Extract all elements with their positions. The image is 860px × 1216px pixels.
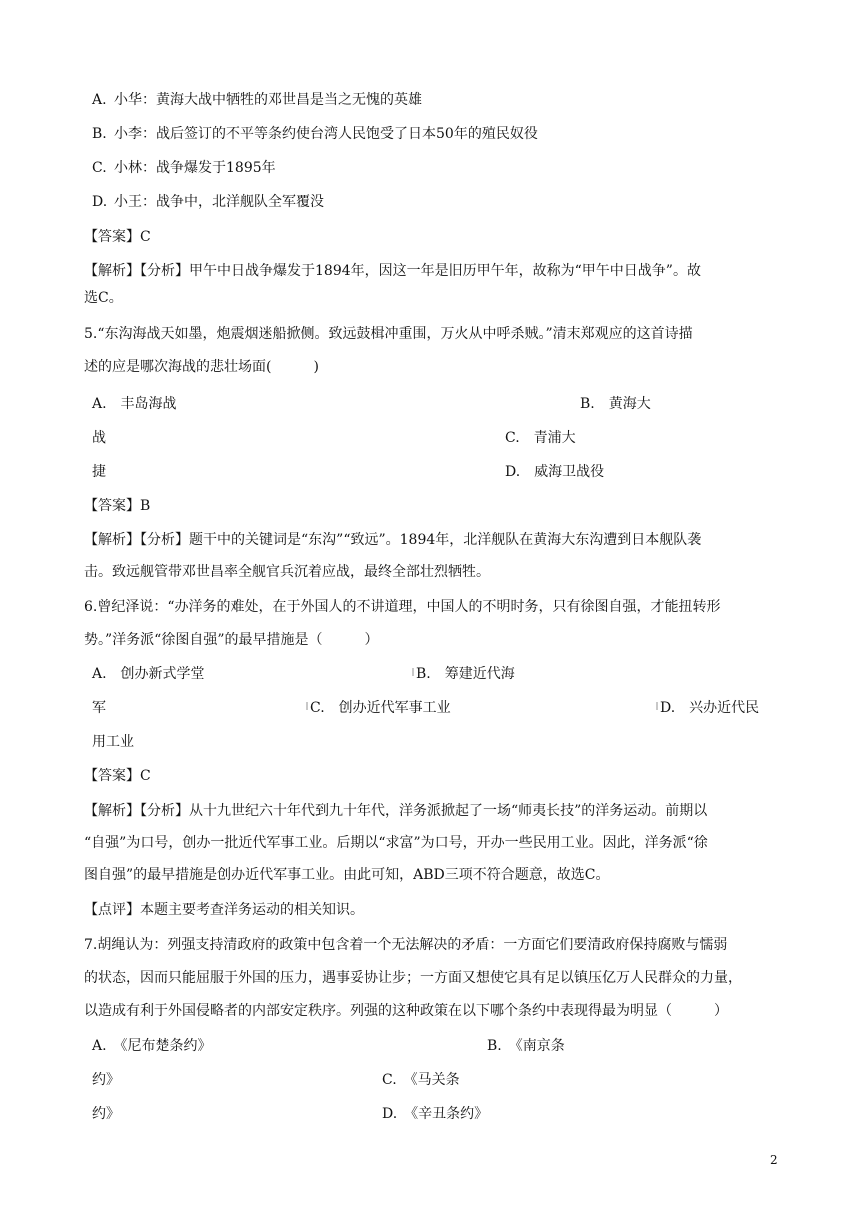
q7-option-c: C. 《马关条 xyxy=(382,1072,460,1088)
q7-stem-line-1: 7.胡绳认为：列强支持清政府的政策中包含着一个无法解决的矛盾：一方面它们要清政府保持腐败与懦弱 xyxy=(84,937,728,953)
q5-option-b-wrap: 战 xyxy=(92,430,106,446)
q5-analysis-line-2: 击。致远舰管带邓世昌率全舰官兵沉着应战，最终全部壮烈牺牲。 xyxy=(84,564,490,580)
q5-option-a: A. 丰岛海战 xyxy=(92,396,177,412)
q6-option-b-wrap: 军 xyxy=(92,700,106,716)
q6-option-b: B. 筹建近代海 xyxy=(416,666,515,682)
q4-option-d-letter: D. xyxy=(92,194,108,210)
q6-option-c: C. 创办近代军事工业 xyxy=(310,700,451,716)
q4-option-a: 小华：黄海大战中牺牲的邓世昌是当之无愧的英雄 xyxy=(114,92,422,108)
q5-option-d: D. 威海卫战役 xyxy=(505,464,605,480)
q4-answer: 【答案】C xyxy=(84,229,151,245)
q6-option-a: A. 创办新式学堂 xyxy=(92,666,205,682)
q6-stem-line-2: 势。”洋务派“徐图自强”的最早措施是（ ） xyxy=(84,632,379,648)
q4-analysis-line-2: 选C。 xyxy=(84,290,123,306)
q4-option-c-letter: C. xyxy=(92,160,107,176)
q6-analysis-line-1: 【解析】【分析】从十九世纪六十年代到九十年代，洋务派掀起了一场“师夷长技”的洋务运动。前期以 xyxy=(84,803,708,819)
q6-stem-line-1: 6.曾纪泽说：“办洋务的难处，在于外国人的不讲道理，中国人的不明时务，只有徐图自强，才能扭转形 xyxy=(84,599,721,615)
q5-option-c: C. 青浦大 xyxy=(505,430,576,446)
q7-stem-line-3: 以造成有利于外国侵略者的内部安定秩序。列强的这种政策在以下哪个条约中表现得最为明显（ ） xyxy=(84,1003,728,1019)
q7-option-a: A. 《尼布楚条约》 xyxy=(92,1038,212,1054)
q5-option-c-wrap: 捷 xyxy=(92,464,106,480)
q4-option-c: 小林：战争爆发于1895年 xyxy=(114,160,276,176)
q5-stem-line-2: 述的应是哪次海战的悲壮场面( ) xyxy=(84,359,319,375)
q7-stem-line-2: 的状态，因而只能屈服于外国的压力，遇事妥协让步；一方面又想使它具有足以镇压亿万人民群众的力量， xyxy=(84,970,742,986)
q5-option-b: B. 黄海大 xyxy=(580,396,651,412)
q7-option-c-wrap: 约》 xyxy=(92,1106,120,1122)
q4-analysis-line-1: 【解析】【分析】甲午中日战争爆发于1894年，因这一年是旧历甲午年，故称为“甲午中日战争”。故 xyxy=(84,263,701,279)
q4-option-b: 小李：战后签订的不平等条约使台湾人民饱受了日本50年的殖民奴役 xyxy=(114,126,538,142)
tab-marker xyxy=(656,702,658,710)
q4-option-a-letter: A. xyxy=(92,92,107,108)
q6-answer: 【答案】C xyxy=(84,768,151,784)
q5-answer: 【答案】B xyxy=(84,498,151,514)
q7-option-d: D. 《辛丑条约》 xyxy=(382,1106,489,1122)
page-number: 2 xyxy=(770,1153,778,1167)
q5-stem-line-1: 5.“东沟海战天如墨，炮震烟迷船掀侧。致远鼓楫冲重围，万火从中呼杀贼。”清末郑观应的这首诗描 xyxy=(84,326,693,342)
q6-analysis-line-3: 图自强”的最早措施是创办近代军事工业。由此可知，ABD三项不符合题意，故选C。 xyxy=(84,867,610,883)
tab-marker xyxy=(306,702,308,710)
q4-option-b-letter: B. xyxy=(92,126,107,142)
q6-option-d: D. 兴办近代民 xyxy=(660,700,760,716)
q7-option-b-wrap: 约》 xyxy=(92,1072,120,1088)
q6-comment: 【点评】本题主要考查洋务运动的相关知识。 xyxy=(84,902,364,918)
q7-option-b: B. 《南京条 xyxy=(487,1038,565,1054)
q4-option-d: 小王：战争中，北洋舰队全军覆没 xyxy=(114,194,324,210)
q6-option-d-wrap: 用工业 xyxy=(92,734,134,750)
q5-analysis-line-1: 【解析】【分析】题干中的关键词是“东沟”“致远”。1894年，北洋舰队在黄海大东沟遭到日本舰队袭 xyxy=(84,532,702,548)
tab-marker xyxy=(412,668,414,676)
q6-analysis-line-2: “自强”为口号，创办一批近代军事工业。后期以“求富”为口号，开办一些民用工业。因此，洋务派“徐 xyxy=(84,835,708,851)
